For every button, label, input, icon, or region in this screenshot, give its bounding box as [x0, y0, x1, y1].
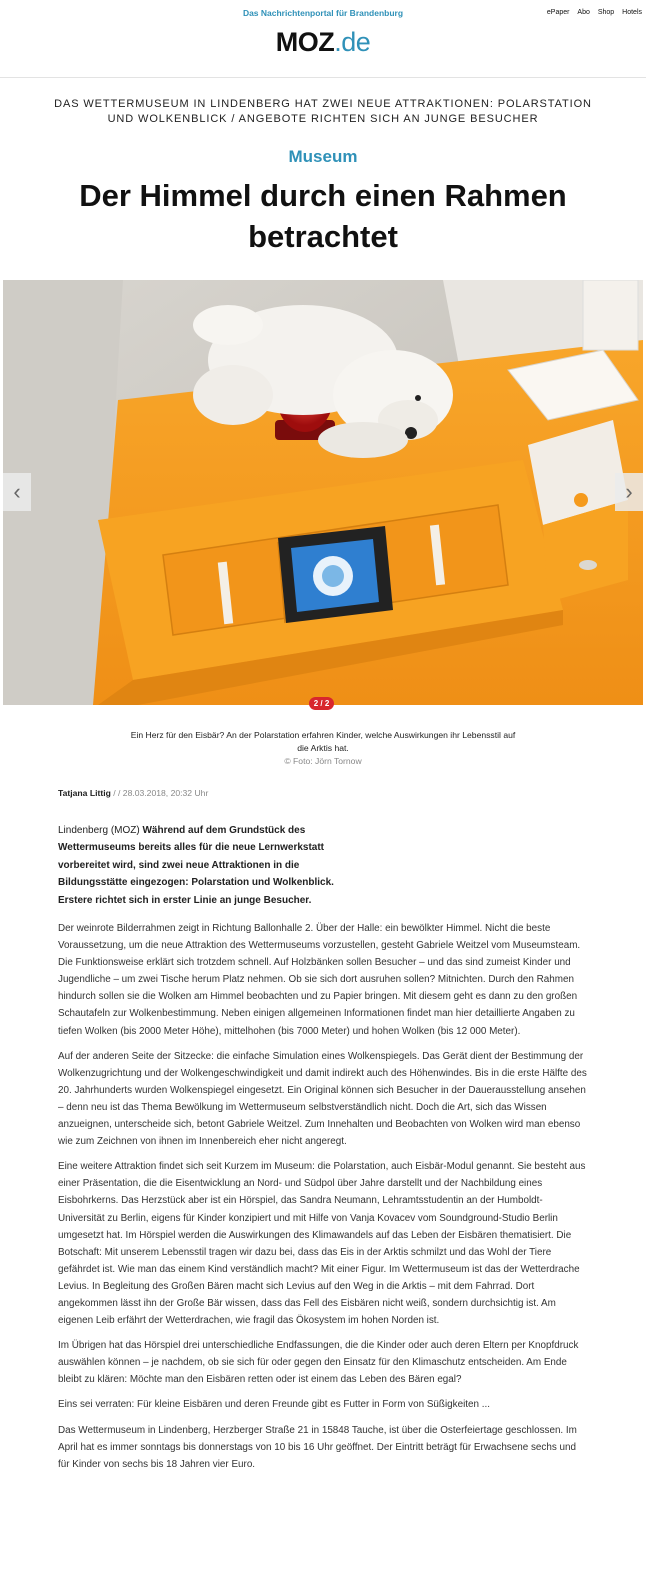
gallery-prev-button[interactable]	[3, 473, 31, 511]
lead-text: Während auf dem Grundstück des Wettermuseums bereits alles für die neue Lernwerkstatt vorbereitet wird, sind zwei neue Attraktionen in die Bildungsstätte eingezogen: Polarstation und Wolkenblick. Erstere richtet sich in erster Linie an junge Besucher.	[58, 825, 334, 906]
article-body	[58, 920, 588, 1481]
article-kicker: DAS WETTERMUSEUM IN LINDENBERG HAT ZWEI NEUE ATTRAKTIONEN: POLARSTATION UND WOLKENBLICK / ANGEBOTE RICHTEN SICH AN JUNGE BESUCHER	[54, 98, 592, 125]
body-paragraph: Eins sei verraten: Für kleine Eisbären und deren Freunde gibt es Futter in Form von Süßigkeiten ...	[58, 1399, 490, 1411]
article-section[interactable]: Museum	[288, 147, 358, 166]
article-lead	[58, 822, 358, 909]
nav-shop-link[interactable]: Shop	[597, 9, 615, 16]
photo-credit: © Foto: Jörn Tornow	[284, 756, 362, 766]
nav-abo-link[interactable]: Abo	[577, 9, 590, 16]
nav-hotels-link[interactable]: Hotels	[622, 9, 642, 16]
gallery-counter: 2 / 2	[309, 697, 334, 710]
logo-main: MOZ	[275, 27, 335, 57]
photo-caption: Ein Herz für den Eisbär? An der Polarstation erfahren Kinder, welche Auswirkungen ihr Lebensstil auf die Arktis hat.	[130, 730, 516, 753]
gallery-next-button[interactable]	[615, 473, 643, 511]
byline	[58, 788, 208, 798]
publish-date: / / 28.03.2018, 20:32 Uhr	[113, 788, 209, 798]
author-name[interactable]: Tatjana Littig	[58, 788, 111, 798]
body-paragraph: Auf der anderen Seite der Sitzecke: die einfache Simulation eines Wolkenspiegels. Das Gerät dient der Bestimmung der Wolkenzugrichtung und der Wolkengeschwindigkeit und damit indirekt auch des Höhenwindes. Bis in die erste Hälfte des 20. Jahrhunderts wurden Wolkenspiegel eingesetzt. Ein Original können sich Besucher in der Dauerausstellung ansehen – denn neu ist das Thema Bewölkung im Wettermuseum selbstverständlich nicht. Doch die Art, sich das Wissen anzueignen, unterscheide sich, betont Gabriele Weitzel. Zum Innehalten und Beobachten von Wolken wird man ebenso wie zum Zeichnen von ihnen im Innenbereich eher nicht angeregt.	[58, 1050, 587, 1148]
lead-place: Lindenberg (MOZ)	[58, 825, 140, 836]
chevron-right-icon: ›	[625, 479, 633, 504]
logo-domain: .de	[334, 27, 371, 57]
top-nav	[541, 9, 642, 16]
nav-epaper-link[interactable]: ePaper	[546, 9, 570, 16]
body-paragraph: Eine weitere Attraktion findet sich seit Kurzem im Museum: die Polarstation, auch Eisbär-Modul genannt. Sie besteht aus einer Präsentation, die die Eisentwicklung an Nord- und Südpol über Jahre darstellt und der Nachbildung eines Eisbohrkerns. Das Herzstück aber ist ein Hörspiel, das Sandra Neumann, Lehramtsstudentin an der Humboldt-Universität zu Berlin, eigens für Kinder konzipiert und mit Hilfe von Vanja Kovacev vom Soundground-Studio Berlin umgesetzt hat. Im Hörspiel werden die Auswirkungen des Klimawandels auf das Leben der Eisbären thematisiert. Die Botschaft: Mit unserem Lebensstil tragen wir dazu bei, dass das Eis in der Arktis schmilzt und das Wohl der Tiere gefährdet ist. Wie man das einem Kind verständlich macht? Mit einer Figur. Im Wettermuseum ist das der Wetterdrache Levius. In Begleitung des Großen Bären macht sich Levius auf den Weg in die Arktis – mit dem Fahrrad. Dort angekommen lässt ihn der Große Bär wissen, dass das Fell des Eisbären nicht weiß, sondern durchsichtig ist. Am eigenen Leib erfährt der Wetterdrachen, wie fragil das Ökosystem im hohen Norden ist.	[58, 1161, 586, 1327]
article-title: Der Himmel durch einen Rahmen betrachtet	[79, 178, 567, 254]
site-header	[0, 0, 646, 78]
body-paragraph: Der weinrote Bilderrahmen zeigt in Richtung Ballonhalle 2. Über der Halle: ein bewölkter Himmel. Nicht die beste Voraussetzung, um die neue Attraktion des Wettermuseums vorzustellen, gesteht Gabriele Weitzel vom Museumsteam. Die Funktionsweise erklärt sich trotzdem schnell. Auf Holzbänken sollen Besucher – und das sind zumeist Kinder und Jugendliche – um zwei Tische herum Platz nehmen. Ob sie sich dort ausruhen sollen? Mitnichten. Durch den Rahmen hindurch sollen sie die Wolken am Himmel beobachten und zu Papier bringen. Mit diesem geht es dann zu den großen Schautafeln zur Wolkenbestimmung. Neben einigen allgemeinen Informationen findet man hier detaillierte Angaben zu tiefen Wolken (bis 2000 Meter Höhe), mittelhohen (bis 7000 Meter) und hohen Wolken (bis 12 000 Meter).	[58, 923, 581, 1037]
chevron-left-icon: ‹	[13, 479, 21, 504]
article-photo	[3, 280, 643, 705]
site-tagline: Das Nachrichtenportal für Brandenburg	[242, 8, 404, 18]
body-paragraph: Das Wettermuseum in Lindenberg, Herzberger Straße 21 in 15848 Tauche, ist über die Osterfeiertage geschlossen. Im April hat es immer sonntags bis donnerstags von 10 bis 16 Uhr geöffnet. Der Eintritt beträgt für Erwachsene sechs und für Kinder von sechs bis 18 Jahren vier Euro.	[58, 1424, 577, 1470]
body-paragraph: Im Übrigen hat das Hörspiel drei unterschiedliche Endfassungen, die die Kinder oder auch deren Eltern per Knopfdruck auswählen können – je nachdem, ob sie sich für oder gegen den Einsatz für den Klimaschutz entscheiden. Am Ende bleibt zu klären: Möchte man den Eisbären retten oder ist einem das Leben des Bären egal?	[58, 1340, 579, 1386]
site-logo[interactable]	[0, 27, 646, 58]
